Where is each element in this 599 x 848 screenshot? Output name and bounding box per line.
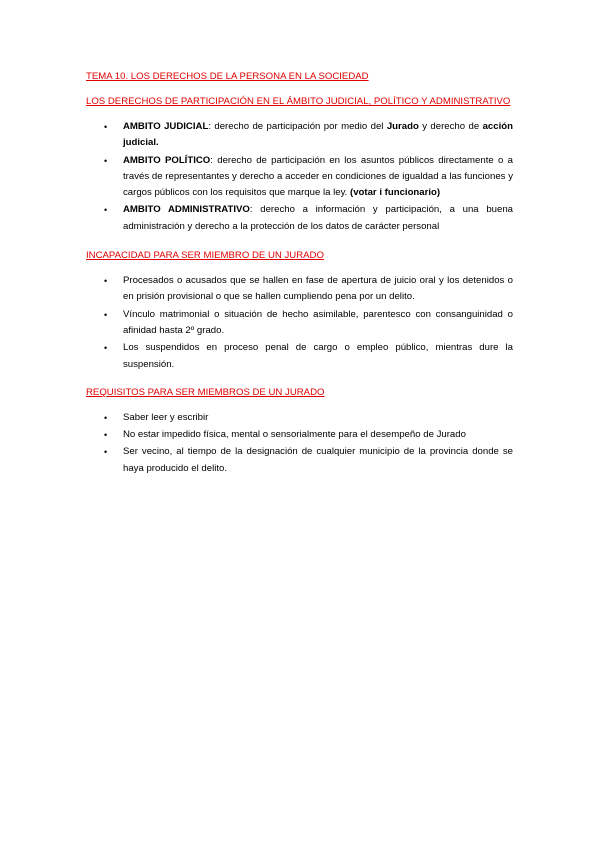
list-item: • Saber leer y escribir	[86, 410, 513, 426]
section-heading-participation: LOS DERECHOS DE PARTICIPACIÓN EN EL ÁMBITO JUDICIAL, POLÍTICO Y ADMINISTRATIVO	[86, 96, 511, 107]
participation-list	[86, 119, 513, 235]
document-title: TEMA 10. LOS DERECHOS DE LA PERSONA EN LA SOCIEDAD	[86, 71, 369, 82]
list-item: • No estar impedido física, mental o sensorialmente para el desempeño de Jurado	[86, 427, 513, 443]
bullet-icon: •	[104, 447, 108, 458]
list-item: • Procesados o acusados que se hallen en fase de apertura de juicio oral y los detenidos o en prisión provisional o que se hallen cumpliendo pena por un delito.	[104, 275, 513, 303]
list-item: • Los suspendidos en proceso penal de cargo o empleo público, mientras dure la suspensión.	[104, 342, 513, 370]
bullet-icon: •	[104, 412, 108, 423]
bullet-icon: •	[104, 276, 108, 287]
section-heading-incapacity: INCAPACIDAD PARA SER MIEMBRO DE UN JURADO	[86, 250, 324, 262]
bullet-icon: •	[104, 343, 108, 354]
incapacity-list	[86, 273, 513, 373]
list-item: • AMBITO ADMINISTRATIVO: derecho a información y participación, a una buena administración y derecho a la protección de los datos de carácter personal	[104, 204, 514, 232]
bullet-icon: •	[104, 205, 108, 216]
section-heading-requirements: REQUISITOS PARA SER MIEMBROS DE UN JURADO	[86, 386, 325, 398]
requirements-list	[86, 410, 513, 477]
list-item: • Ser vecino, al tiempo de la designación de cualquier municipio de la provincia donde se haya producido el delito.	[104, 446, 513, 474]
bullet-icon: •	[104, 155, 108, 166]
list-item: • AMBITO POLÍTICO: derecho de participación en los asuntos públicos directamente o a través de representantes y derecho a acceder en condiciones de igualdad a las funciones y cargos públicos con los requisitos que marque la ley. (votar i funcionario)	[104, 154, 513, 199]
bullet-icon: •	[104, 309, 108, 320]
list-item: • AMBITO JUDICIAL: derecho de participación por medio del Jurado y derecho de acción judicial.	[104, 121, 513, 149]
list-item: • Vínculo matrimonial o situación de hecho asimilable, parentesco con consanguinidad o afinidad hasta 2º grado.	[104, 308, 513, 336]
bullet-icon: •	[104, 122, 108, 132]
bullet-icon: •	[104, 430, 108, 441]
